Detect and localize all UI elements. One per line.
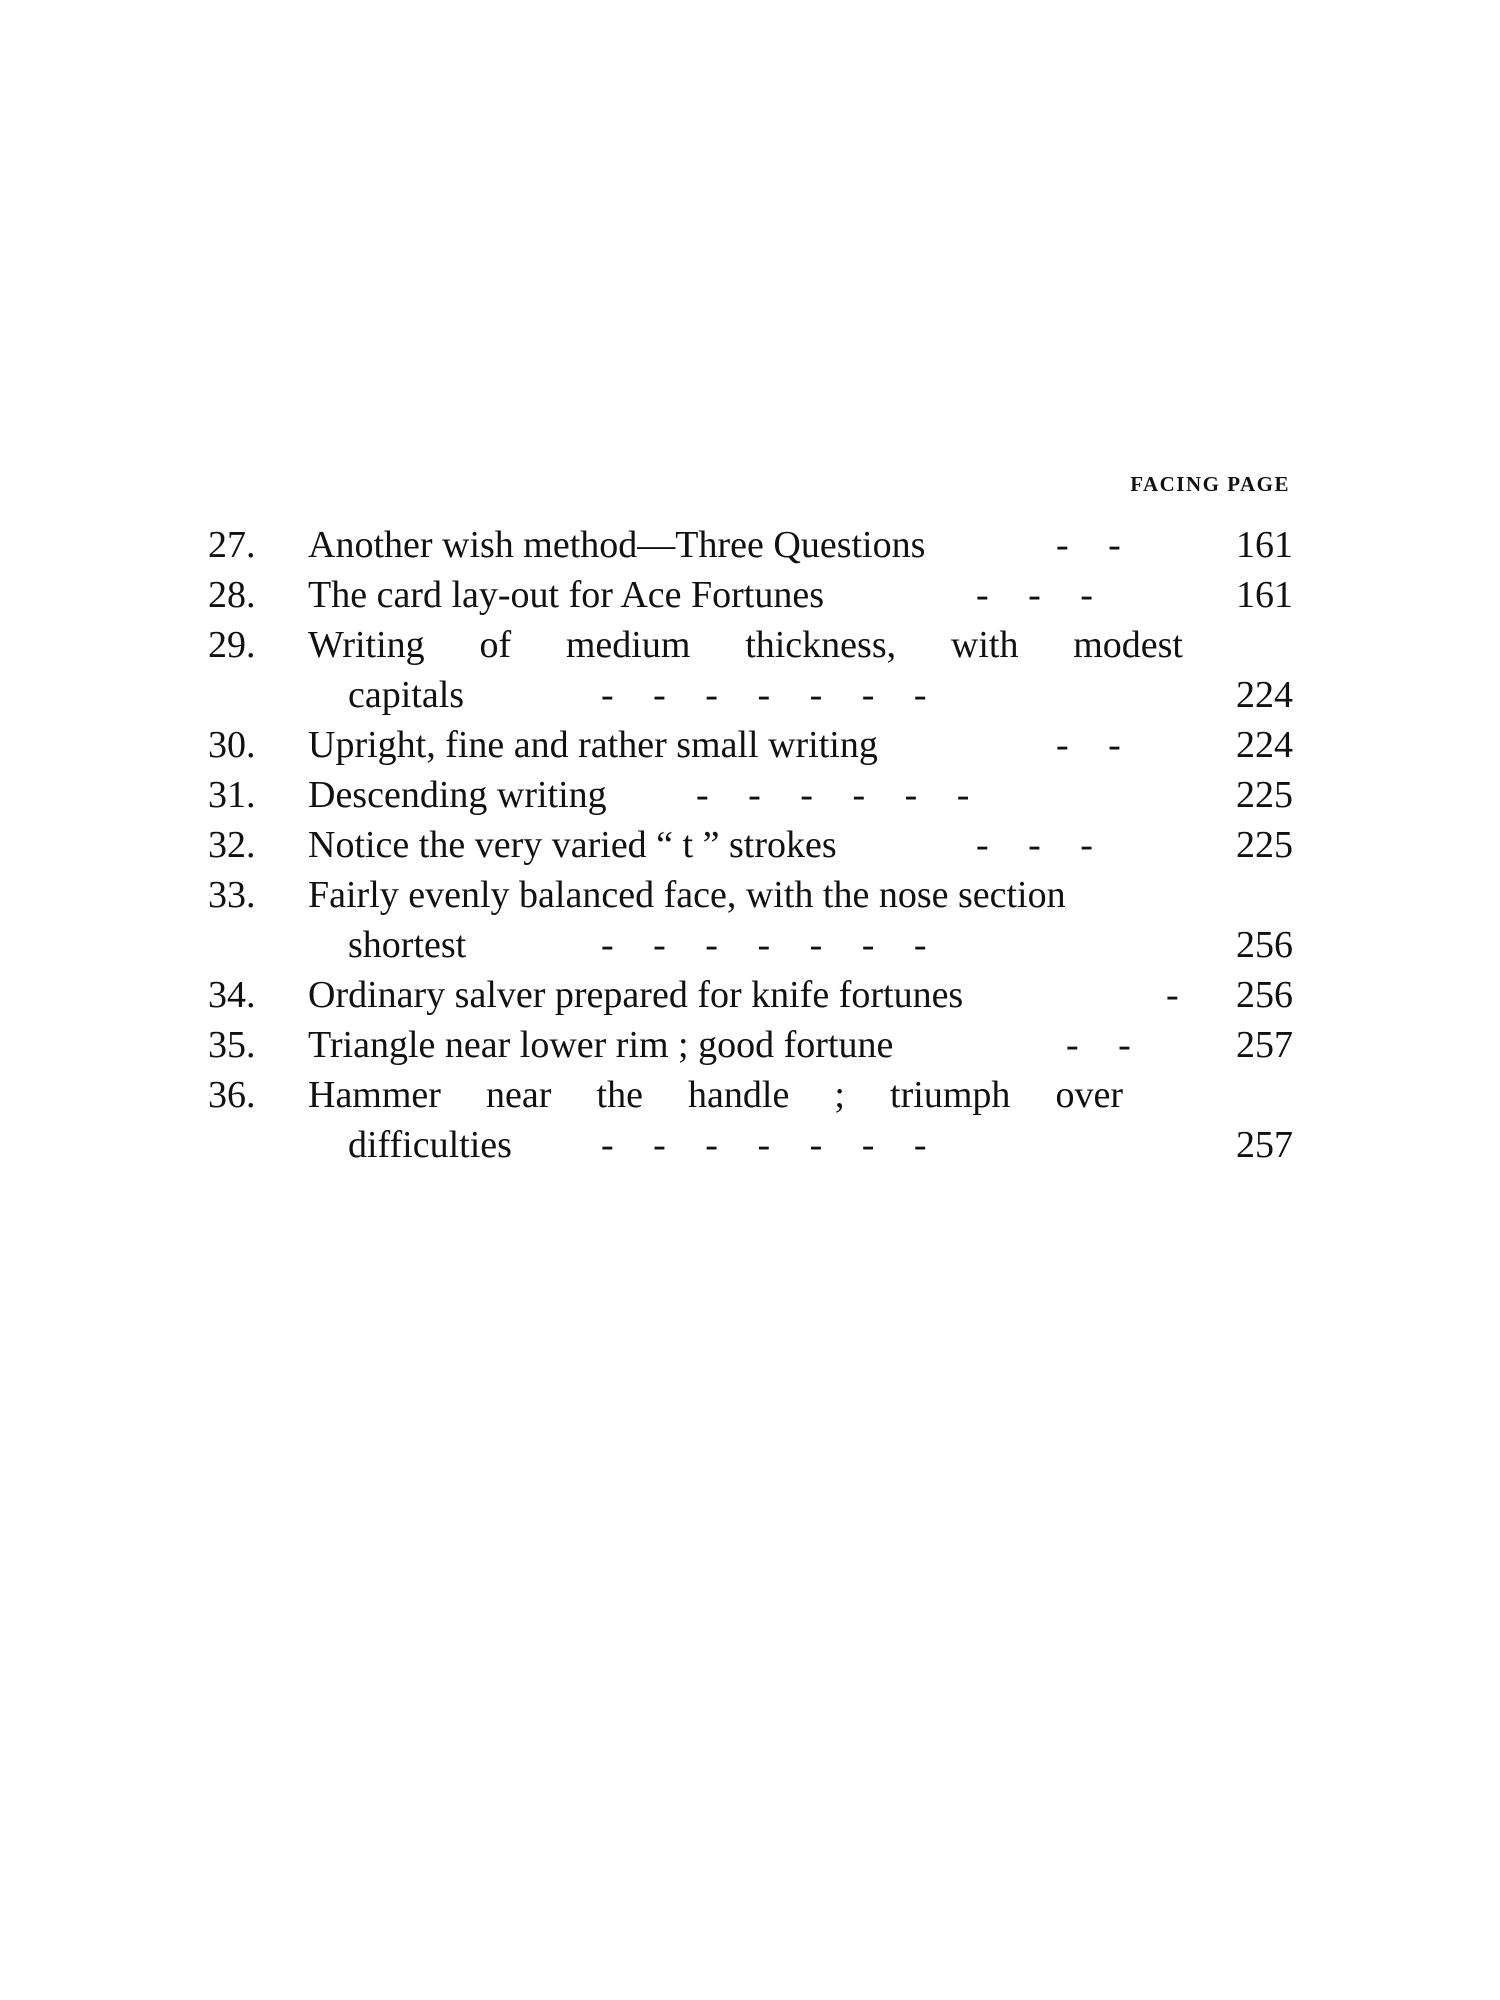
list-item [208,770,1293,820]
list-item-continuation [208,920,1293,970]
entry-title: Writing of medium thickness, with modest [308,624,1183,666]
entry-title: Another wish method—Three Questions [308,524,926,566]
entry-title: Hammer near the handle ; triumph over [308,1074,1123,1116]
dot-leaders: - - - - - - - [601,924,927,966]
dot-leaders: - - - [976,824,1093,866]
illustration-list [208,520,1293,1170]
dot-leaders: - - - - - - - [601,1124,927,1166]
list-item [208,970,1293,1020]
entry-number: 31. [208,774,256,816]
entry-number: 35. [208,1024,256,1066]
list-item-continuation [208,1120,1293,1170]
page-number: 256 [1236,974,1293,1016]
entry-number: 28. [208,574,256,616]
page-number: 257 [1236,1124,1293,1166]
entry-title: Descending writing [308,774,607,816]
entry-number: 27. [208,524,256,566]
list-item [208,520,1293,570]
entry-number: 36. [208,1074,256,1116]
entry-title-continuation: capitals [348,674,465,716]
entry-number: 29. [208,624,256,666]
entry-title: Ordinary salver prepared for knife fortunes [308,974,964,1016]
facing-page-heading: FACING PAGE [1130,472,1290,496]
entry-number: 30. [208,724,256,766]
page-number: 256 [1236,924,1293,966]
list-item [208,1020,1293,1070]
page-number: 225 [1236,824,1293,866]
list-item [208,870,1293,920]
list-item [208,820,1293,870]
page-number: 161 [1236,574,1293,616]
list-item-continuation [208,670,1293,720]
list-item [208,720,1293,770]
page-number: 224 [1236,674,1293,716]
dot-leaders: - [1166,974,1179,1016]
entry-title: The card lay-out for Ace Fortunes [308,574,824,616]
list-item [208,570,1293,620]
entry-number: 33. [208,874,256,916]
dot-leaders: - - - [976,574,1093,616]
entry-title-continuation: difficulties [348,1124,512,1166]
entry-title: Triangle near lower rim ; good fortune [308,1024,894,1066]
entry-title-continuation: shortest [348,924,467,966]
list-item [208,1070,1293,1120]
page-number: 161 [1236,524,1293,566]
dot-leaders: - - [1056,524,1121,566]
entry-title: Notice the very varied “ t ” strokes [308,824,837,866]
page-number: 224 [1236,724,1293,766]
dot-leaders: - - - - - - [696,774,970,816]
dot-leaders: - - - - - - - [601,674,927,716]
entry-title: Upright, fine and rather small writing [308,724,878,766]
list-item [208,620,1293,670]
entry-number: 32. [208,824,256,866]
page-number: 225 [1236,774,1293,816]
dot-leaders: - - [1056,724,1121,766]
page-number: 257 [1236,1024,1293,1066]
dot-leaders: - - [1066,1024,1131,1066]
entry-title: Fairly evenly balanced face, with the nose section [308,874,1066,916]
entry-number: 34. [208,974,256,1016]
